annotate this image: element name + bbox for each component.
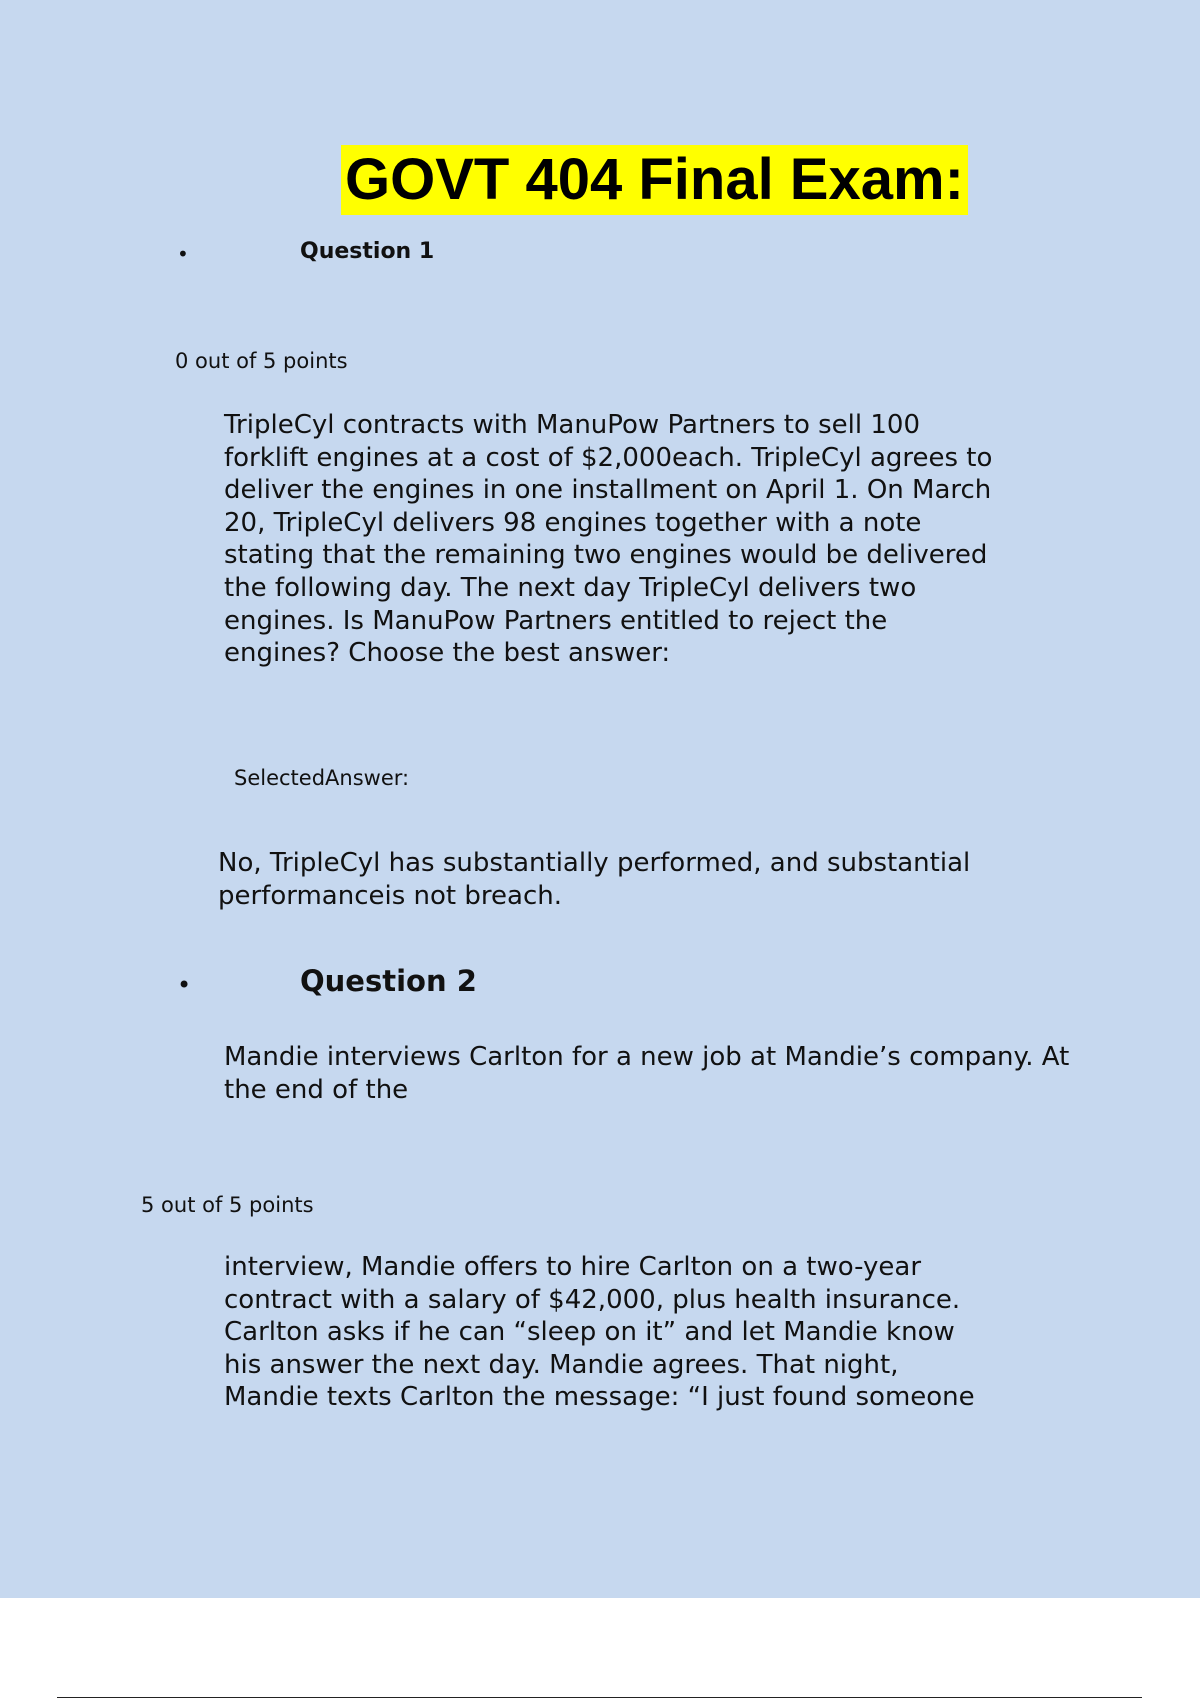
exam-title: GOVT 404 Final Exam:	[341, 145, 968, 215]
question-2-text-line: Mandie texts Carlton the message: “I just found someone	[224, 1382, 975, 1413]
selected-answer-label: SelectedAnswer:	[234, 766, 410, 790]
question-2-text-line: Mandie interviews Carlton for a new job at Mandie’s company. At	[224, 1042, 1070, 1072]
question-1-text-line: 20, TripleCyl delivers 98 engines together with a note	[224, 507, 922, 538]
question-2-text-part-2	[224, 1251, 975, 1414]
selected-answer-text	[218, 847, 970, 912]
question-1-label: Question 1	[300, 239, 435, 264]
question-2-text-line: the end of the	[224, 1074, 409, 1105]
footer-rule	[57, 1697, 1142, 1698]
question-2-text-line: Carlton asks if he can “sleep on it” and let Mandie know	[224, 1317, 955, 1348]
question-2-label: Question 2	[300, 964, 477, 998]
question-1-text-line: the following day. The next day TripleCyl delivers two	[224, 572, 917, 603]
question-1-text	[224, 409, 992, 670]
question-2-points: 5 out of 5 points	[141, 1193, 314, 1217]
answer-line: performanceis not breach.	[218, 880, 562, 911]
question-1-text-line: engines? Choose the best answer:	[224, 638, 671, 669]
question-1-text-line: TripleCyl contracts with ManuPow Partners to sell 100	[224, 410, 921, 440]
question-2-text-line: interview, Mandie offers to hire Carlton on a two-year	[224, 1252, 922, 1282]
question-2-bullet: •	[177, 971, 192, 999]
question-1-points: 0 out of 5 points	[175, 349, 348, 373]
answer-line: No, TripleCyl has substantially performed, and substantial	[218, 848, 971, 878]
question-1-text-line: deliver the engines in one installment on April 1. On March	[224, 475, 992, 506]
question-2-text-line: his answer the next day. Mandie agrees. That night,	[224, 1349, 899, 1380]
question-2-text-part-1	[224, 1041, 1069, 1106]
question-1-text-line: engines. Is ManuPow Partners entitled to reject the	[224, 605, 888, 636]
question-1-bullet: •	[177, 242, 189, 266]
question-1-text-line: stating that the remaining two engines would be delivered	[224, 540, 988, 571]
question-2-text-line: contract with a salary of $42,000, plus health insurance.	[224, 1284, 961, 1315]
question-1-text-line: forklift engines at a cost of $2,000each. TripleCyl agrees to	[224, 442, 993, 473]
